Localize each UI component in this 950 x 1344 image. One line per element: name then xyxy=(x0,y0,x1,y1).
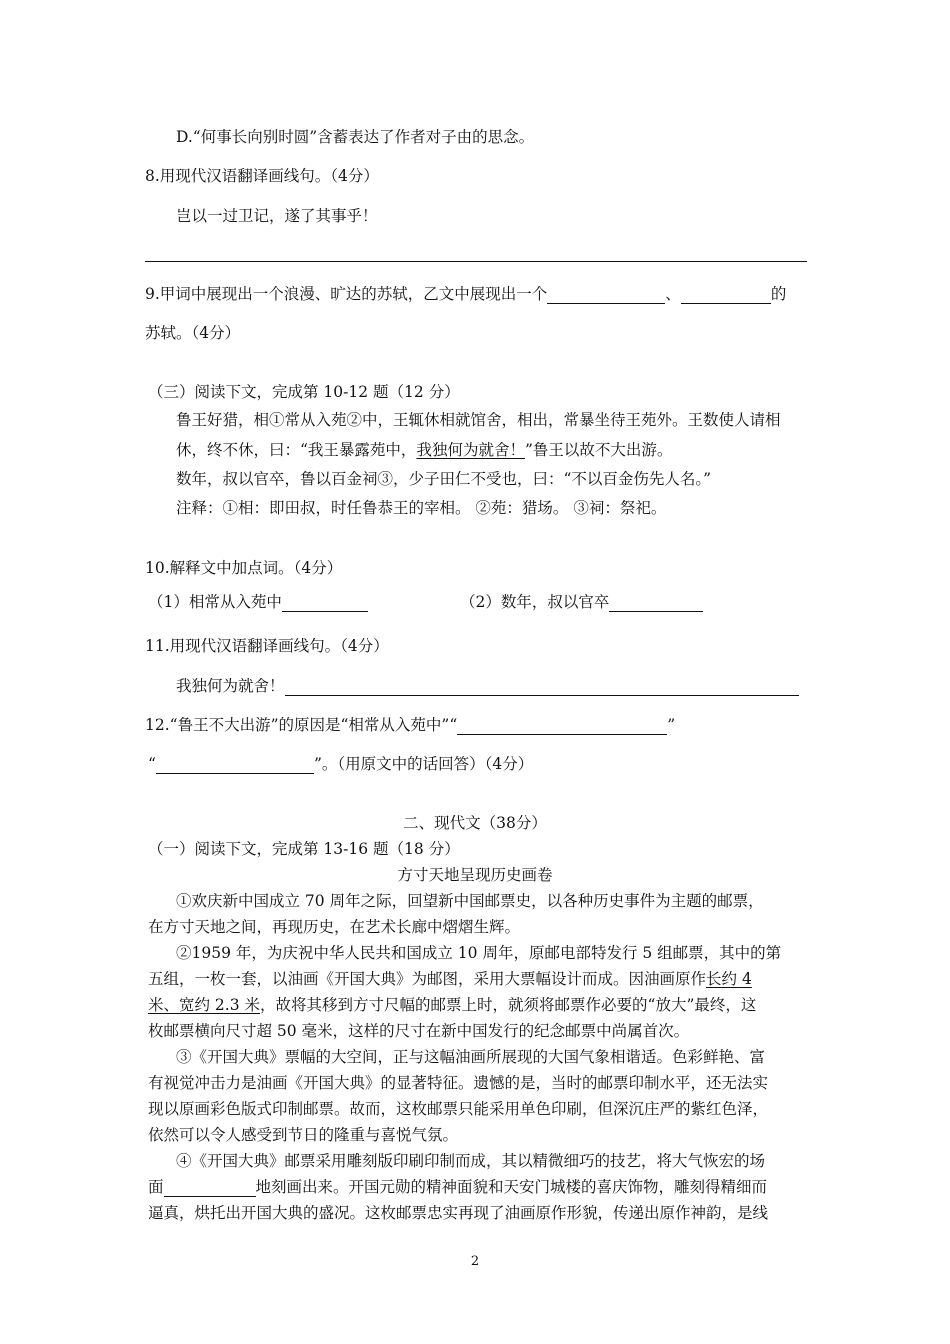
q9-blank-2[interactable] xyxy=(681,287,771,304)
part2-subheading: （一）阅读下文，完成第 13-16 题（18 分） xyxy=(148,840,460,858)
para3-line4: 依然可以令人感受到节日的隆重与喜悦气氛。 xyxy=(148,1126,459,1144)
section3-para1-line2 xyxy=(176,440,672,460)
q11-prompt: 11.用现代汉语翻译画线句。（4分） xyxy=(145,637,389,655)
q9-line1-end: 的 xyxy=(770,285,787,303)
q11-sentence: 我独何为就舍！ xyxy=(176,677,285,695)
section3-para1-text: 鲁王好猎，相①常从入苑②中，王辄休相就馆舍，相出，常暴坐待王苑外。王数使人请相 xyxy=(176,411,781,429)
q12-open-quote: “ xyxy=(148,755,156,773)
article-title: 方寸天地呈现历史画卷 xyxy=(397,866,553,884)
q9-separator: 、 xyxy=(665,285,681,303)
q10-blank-1[interactable] xyxy=(282,595,368,612)
section3-notes: 注释：①相：即田叔，时任鲁恭王的宰相。 ②苑：猎场。 ③祠：祭祀。 xyxy=(176,499,667,517)
para4-line1: ④《开国大典》邮票采用雕刻版印刷印制而成，其以精微细巧的技艺，将大气恢宏的场 xyxy=(176,1152,766,1170)
q10-item1-text: （1）相常从入苑中 xyxy=(148,593,282,611)
part2-heading: 二、现代文（38分） xyxy=(403,814,547,832)
q12-blank-1[interactable] xyxy=(457,718,667,735)
section3-heading: （三）阅读下文，完成第 10-12 题（12 分） xyxy=(148,383,460,401)
q12-line1-text: 12.“鲁王不大出游”的原因是“相常从入苑中”“ xyxy=(145,716,458,734)
para2-line3-text: ，故将其移到方寸尺幅的邮票上时，就须将邮票作必要的“放大”最终，这 xyxy=(260,996,757,1014)
para1-line2: 在方寸天地之间，再现历史，在艺术长廊中熠熠生辉。 xyxy=(148,918,521,936)
page-number: 2 xyxy=(470,1254,480,1269)
q10-item2-text: （2）数年，叔以官卒 xyxy=(460,593,610,611)
q8-prompt: 8.用现代汉语翻译画线句。（4分） xyxy=(145,167,379,185)
para2-line2-text: 五组，一枚一套，以油画《开国大典》为邮图，采用大票幅设计而成。因油画原作 xyxy=(148,970,707,988)
para2-line4: 枚邮票横向尺寸超 50 毫米，这样的尺寸在新中国发行的纪念邮票中尚属首次。 xyxy=(148,1022,690,1040)
para3-line2: 有视觉冲击力是油画《开国大典》的显著特征。遗憾的是，当时的邮票印制水平，还无法实 xyxy=(148,1074,769,1092)
q8-answer-line[interactable] xyxy=(145,261,807,262)
para2-line2 xyxy=(148,969,752,989)
q10-item2 xyxy=(460,592,703,612)
para4-line2-start: 面 xyxy=(148,1178,164,1196)
q12-line2 xyxy=(148,754,533,774)
q12-line1 xyxy=(145,715,675,735)
para2-underlined-1: 长约 4 xyxy=(706,970,752,988)
section3-para2: 数年，叔以官卒，鲁以百金祠③，少子田仁不受也，曰：“不以百金伤先人名。” xyxy=(176,470,712,488)
q8-sentence: 岂以一过卫记，遂了其事乎！ xyxy=(176,207,378,225)
section3-para1-end: ”鲁王以故不大出游。 xyxy=(524,441,673,459)
para3-line1: ③《开国大典》票幅的大空间，正与这幅油画所展现的大国气象相谐适。色彩鲜艳、富 xyxy=(176,1048,766,1066)
q9-line2: 苏轼。（4分） xyxy=(145,324,241,342)
para4-line2 xyxy=(148,1177,767,1197)
q10-prompt: 10.解释文中加点词。（4分） xyxy=(145,559,343,577)
para4-line3: 逼真，烘托出开国大典的盛况。这枚邮票忠实再现了油画原作形貌，传递出原作神韵，是线 xyxy=(148,1204,769,1222)
q10-item1 xyxy=(148,592,368,612)
q11-answer-blank[interactable] xyxy=(285,679,799,696)
para4-line2-end: 地刻画出来。开国元勋的精神面貌和天安门城楼的喜庆饰物，雕刻得精细而 xyxy=(255,1178,768,1196)
q9-line1-text: 9.甲词中展现出一个浪漫、旷达的苏轼，乙文中展现出一个 xyxy=(145,285,548,303)
q12-close-quote: ” xyxy=(667,716,676,734)
q10-blank-2[interactable] xyxy=(609,595,703,612)
q9-blank-1[interactable] xyxy=(547,287,665,304)
para2-underlined-2: 米、宽约 2.3 米 xyxy=(148,996,261,1014)
q9-line1 xyxy=(145,284,786,304)
para2-line1: ②1959 年，为庆祝中华人民共和国成立 10 周年，原邮电部特发行 5 组邮票，其中的第 xyxy=(176,944,782,962)
underlined-sentence: 我独何为就舍！ xyxy=(416,441,525,459)
q12-blank-2[interactable] xyxy=(156,757,314,774)
para3-line3: 现以原画彩色版式印制邮票。故而，这枚邮票只能采用单色印刷，但深沉庄严的紫红色泽， xyxy=(148,1100,769,1118)
section3-para1-start: 休，终不休，曰：“我王暴露苑中， xyxy=(176,441,417,459)
para1-line1: ①欢庆新中国成立 70 周年之际，回望新中国邮票史，以各种历史事件为主题的邮票， xyxy=(176,892,764,910)
para2-line3 xyxy=(148,995,756,1015)
para4-blank[interactable] xyxy=(164,1180,256,1197)
section3-para1-line1 xyxy=(176,410,781,430)
q12-line2-text: ”。（用原文中的话回答）（4分） xyxy=(313,755,534,773)
q7-option-d: D.“何事长向别时圆”含蓄表达了作者对子由的思念。 xyxy=(176,128,535,146)
q11-line xyxy=(176,676,799,696)
